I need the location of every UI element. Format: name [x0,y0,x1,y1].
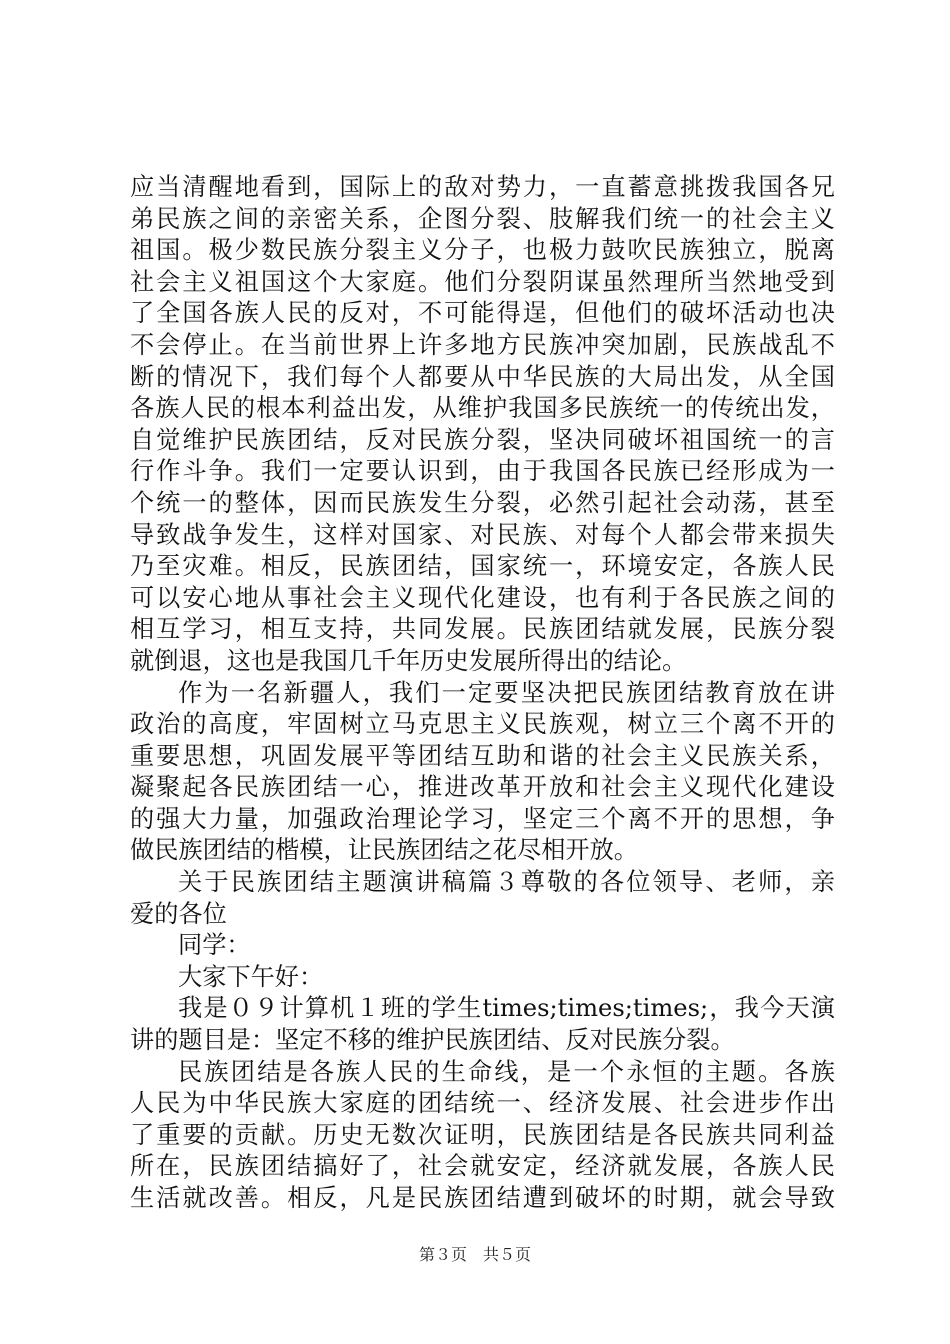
text-line: 做民族团结的楷模，让民族团结之花尽相开放。 [130,836,638,865]
text-line: 同学： [178,931,251,960]
text-line: 可以安心地从事社会主义现代化建设，也有利于各民族之间的 [130,583,835,612]
text-line: 断的情况下，我们每个人都要从中华民族的大局出发，从全国 [130,362,835,391]
text-line: 民族团结是各族人民的生命线，是一个永恒的主题。各族 [178,1057,835,1086]
text-line: 个统一的整体，因而民族发生分裂，必然引起社会动荡，甚至 [130,488,835,517]
text-line: 凝聚起各民族团结一心，推进改革开放和社会主义现代化建设 [130,773,835,802]
text-line: 讲的题目是：坚定不移的维护民族团结、反对民族分裂。 [130,1026,735,1055]
text-line: 了全国各族人民的反对，不可能得逞，但他们的破坏活动也决 [130,299,835,328]
document-body [130,172,835,1215]
text-line: 祖国。极少数民族分裂主义分子，也极力鼓吹民族独立，脱离 [130,236,835,265]
text-line: 就倒退，这也是我国几千年历史发展所得出的结论。 [130,646,687,675]
text-line: 应当清醒地看到，国际上的敌对势力，一直蓄意挑拨我国各兄 [130,173,835,201]
text-line: 人民为中华民族大家庭的团结统一、经济发展、社会进步作出 [130,1089,835,1118]
text-line: 大家下午好： [178,962,324,991]
text-line: 导致战争发生，这样对国家、对民族、对每个人都会带来损失 [130,520,835,549]
text-line: 生活就改善。相反，凡是民族团结遭到破坏的时期，就会导致 [130,1184,835,1212]
page-number-footer: 第３页 共５页 [418,1245,531,1264]
text-line: 重要思想，巩固发展平等团结互助和谐的社会主义民族关系， [130,741,835,770]
text-line: 了重要的贡献。历史无数次证明，民族团结是各民族共同利益 [130,1120,835,1149]
text-line: 我是０９计算机１班的学生times;times;times;，我今天演 [178,994,835,1023]
text-line: 关于民族团结主题演讲稿篇３尊敬的各位领导、老师，亲 [178,868,835,897]
text-line: 爱的各位 [130,899,227,928]
text-line: 不会停止。在当前世界上许多地方民族冲突加剧，民族战乱不 [130,330,835,359]
text-line: 自觉维护民族团结，反对民族分裂，坚决同破坏祖国统一的言 [130,425,835,454]
text-line: 乃至灾难。相反，民族团结，国家统一，环境安定，各族人民 [130,552,835,581]
text-line: 的强大力量，加强政治理论学习，坚定三个离不开的思想，争 [130,804,835,833]
text-line: 各族人民的根本利益出发，从维护我国多民族统一的传统出发， [130,394,835,423]
text-line: 行作斗争。我们一定要认识到，由于我国各民族已经形成为一 [130,457,835,486]
text-line: 社会主义祖国这个大家庭。他们分裂阴谋虽然理所当然地受到 [130,267,835,296]
text-line: 相互学习，相互支持，共同发展。民族团结就发展，民族分裂 [130,615,835,644]
text-line: 政治的高度，牢固树立马克思主义民族观，树立三个离不开的 [130,710,835,739]
text-line: 所在，民族团结搞好了，社会就安定，经济就发展，各族人民 [130,1152,835,1181]
text-line: 弟民族之间的亲密关系，企图分裂、肢解我们统一的社会主义 [130,204,835,233]
text-line: 作为一名新疆人，我们一定要坚决把民族团结教育放在讲 [178,678,835,707]
